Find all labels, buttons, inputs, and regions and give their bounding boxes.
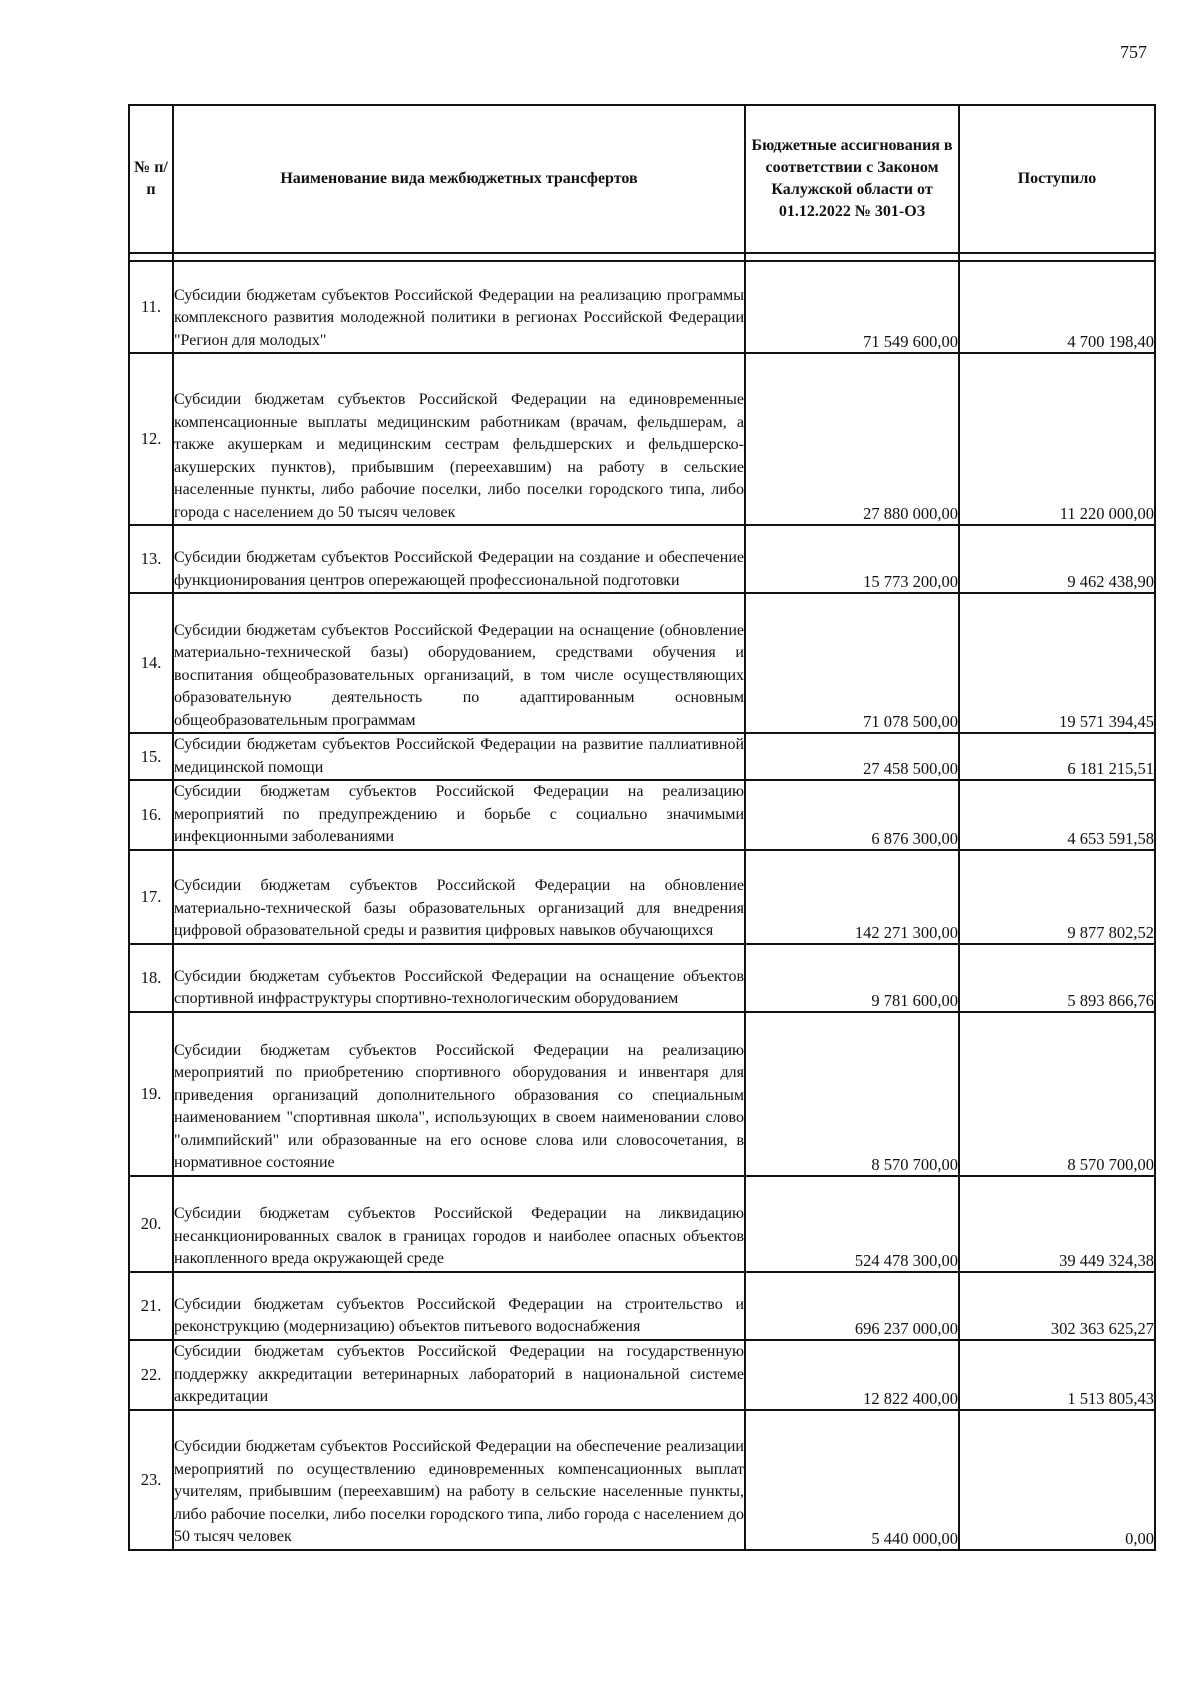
table-header-row [129, 105, 1155, 253]
row-budget: 696 237 000,00 [745, 1272, 959, 1340]
row-budget: 6 876 300,00 [745, 780, 959, 850]
table-row [129, 780, 1155, 850]
row-name: Субсидии бюджетам субъектов Российской Федерации на обеспечение реализации мероприятий по осуществлению единовременных компенсационных выплат учителям, прибывшим (переехавшим) на работу в сельские населенные пункты, либо рабочие поселки, либо поселки городского типа, либо города с населением до 50 тысяч человек [173, 1410, 745, 1550]
table-row [129, 525, 1155, 593]
row-received: 9 462 438,90 [959, 525, 1155, 593]
row-received: 6 181 215,51 [959, 733, 1155, 780]
row-budget: 9 781 600,00 [745, 944, 959, 1012]
row-num: 20. [129, 1176, 173, 1272]
row-budget: 71 078 500,00 [745, 593, 959, 733]
row-name: Субсидии бюджетам субъектов Российской Федерации на единовременные компенсационные выплаты медицинским работникам (врачам, фельдшерам, а также акушеркам и медицинским сестрам фельдшерских и фельдшерско-акушерских пунктов), прибывшим (переехавшим) на работу в сельские населенные пункты, либо рабочие поселки, либо поселки городского типа, либо города с населением до 50 тысяч человек [173, 353, 745, 525]
header-budget: Бюджетные ассигнования в соответствии с Законом Калужской области от 01.12.2022 № 301-ОЗ [745, 105, 959, 253]
table-row [129, 353, 1155, 525]
header-name: Наименование вида межбюджетных трансфертов [173, 105, 745, 253]
row-name: Субсидии бюджетам субъектов Российской Федерации на реализацию мероприятий по предупреждению и борьбе с социально значимыми инфекционными заболеваниями [173, 780, 745, 850]
row-received: 11 220 000,00 [959, 353, 1155, 525]
row-num: 22. [129, 1340, 173, 1410]
row-name: Субсидии бюджетам субъектов Российской Федерации на государственную поддержку аккредитации ветеринарных лабораторий в национальной системе аккредитации [173, 1340, 745, 1410]
row-received: 5 893 866,76 [959, 944, 1155, 1012]
row-name: Субсидии бюджетам субъектов Российской Федерации на оснащение объектов спортивной инфраструктуры спортивно-технологическим оборудованием [173, 944, 745, 1012]
row-num: 21. [129, 1272, 173, 1340]
row-num: 18. [129, 944, 173, 1012]
row-received: 39 449 324,38 [959, 1176, 1155, 1272]
row-received: 19 571 394,45 [959, 593, 1155, 733]
row-name: Субсидии бюджетам субъектов Российской Федерации на ликвидацию несанкционированных свалок в границах городов и наиболее опасных объектов накопленного вреда окружающей среде [173, 1176, 745, 1272]
row-name: Субсидии бюджетам субъектов Российской Федерации на реализацию мероприятий по приобретению спортивного оборудования и инвентаря для приведения организаций дополнительного образования со специальным наименованием "спортивная школа", использующих в своем наименовании слово "олимпийский" или образованные на его основе слова или словосочетания, в нормативное состояние [173, 1012, 745, 1176]
row-num: 23. [129, 1410, 173, 1550]
table-row [129, 261, 1155, 353]
row-received: 8 570 700,00 [959, 1012, 1155, 1176]
table-row [129, 593, 1155, 733]
row-received: 0,00 [959, 1410, 1155, 1550]
header-gap-row [129, 253, 1155, 261]
row-budget: 71 549 600,00 [745, 261, 959, 353]
table-row [129, 1176, 1155, 1272]
row-num: 13. [129, 525, 173, 593]
row-received: 302 363 625,27 [959, 1272, 1155, 1340]
table-row [129, 1012, 1155, 1176]
row-budget: 524 478 300,00 [745, 1176, 959, 1272]
row-budget: 8 570 700,00 [745, 1012, 959, 1176]
row-received: 9 877 802,52 [959, 850, 1155, 944]
row-num: 15. [129, 733, 173, 780]
row-budget: 12 822 400,00 [745, 1340, 959, 1410]
table-row [129, 733, 1155, 780]
table-row [129, 1340, 1155, 1410]
row-budget: 27 880 000,00 [745, 353, 959, 525]
row-num: 16. [129, 780, 173, 850]
table-row [129, 1272, 1155, 1340]
row-num: 17. [129, 850, 173, 944]
row-received: 1 513 805,43 [959, 1340, 1155, 1410]
row-budget: 142 271 300,00 [745, 850, 959, 944]
row-budget: 15 773 200,00 [745, 525, 959, 593]
table-row [129, 1410, 1155, 1550]
row-name: Субсидии бюджетам субъектов Российской Федерации на реализацию программы комплексного развития молодежной политики в регионах Российской Федерации "Регион для молодых" [173, 261, 745, 353]
row-name: Субсидии бюджетам субъектов Российской Федерации на строительство и реконструкцию (модернизацию) объектов питьевого водоснабжения [173, 1272, 745, 1340]
page-number: 757 [1120, 42, 1147, 62]
header-num: № п/п [129, 105, 173, 253]
table-row [129, 850, 1155, 944]
row-name: Субсидии бюджетам субъектов Российской Федерации на создание и обеспечение функционирования центров опережающей профессиональной подготовки [173, 525, 745, 593]
row-num: 12. [129, 353, 173, 525]
row-received: 4 653 591,58 [959, 780, 1155, 850]
row-received: 4 700 198,40 [959, 261, 1155, 353]
row-name: Субсидии бюджетам субъектов Российской Федерации на обновление материально-технической базы образовательных организаций для внедрения цифровой образовательной среды и развития цифровых навыков обучающихся [173, 850, 745, 944]
row-budget: 5 440 000,00 [745, 1410, 959, 1550]
row-num: 11. [129, 261, 173, 353]
row-name: Субсидии бюджетам субъектов Российской Федерации на оснащение (обновление материально-технической базы) оборудованием, средствами обучения и воспитания общеобразовательных организаций, в том числе осуществляющих образовательную деятельность по адаптированным основным общеобразовательным программам [173, 593, 745, 733]
transfers-table [128, 104, 1156, 1551]
header-received: Поступило [959, 105, 1155, 253]
table-row [129, 944, 1155, 1012]
row-name: Субсидии бюджетам субъектов Российской Федерации на развитие паллиативной медицинской помощи [173, 733, 745, 780]
row-num: 19. [129, 1012, 173, 1176]
row-num: 14. [129, 593, 173, 733]
row-budget: 27 458 500,00 [745, 733, 959, 780]
